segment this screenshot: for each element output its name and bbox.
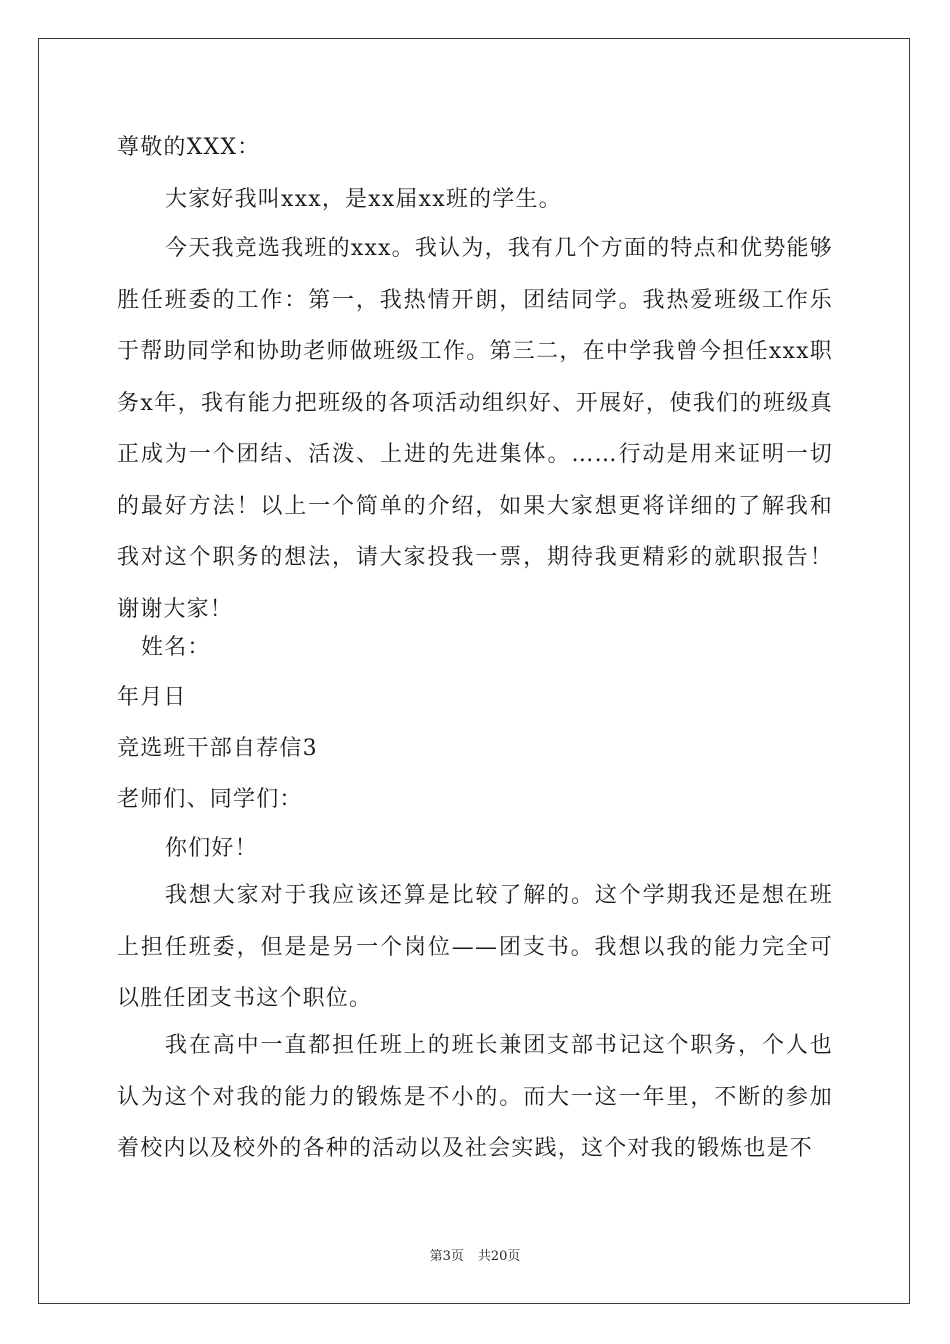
page-footer <box>0 1245 950 1264</box>
greeting: 你们好！ <box>165 836 258 861</box>
page-total: 共20页 <box>477 1249 521 1264</box>
date-label: 年月日 <box>117 685 187 710</box>
paragraph-3: 我在高中一直都担任班上的班长兼团支部书记这个职务，个人也认为这个对我的能力的锻炼是不小的。而大一这一年里，不断的参加着校内以及校外的各种的活动以及社会实践，这个对我的锻炼也是不 <box>117 1033 833 1161</box>
salutation-2: 老师们、同学们： <box>117 787 303 812</box>
paragraph-2: 我想大家对于我应该还算是比较了解的。这个学期我还是想在班上担任班委，但是是另一个岗位——团支书。我想以我的能力完全可以胜任团支书这个职位。 <box>117 883 833 1011</box>
salutation: 尊敬的XXX： <box>117 135 261 160</box>
section-title: 竞选班干部自荐信3 <box>117 736 318 761</box>
page-number: 第3页 <box>429 1249 464 1264</box>
name-label: 姓名： <box>141 635 211 660</box>
intro-line: 大家好我叫xxx，是xx届xx班的学生。 <box>165 187 562 212</box>
paragraph-1: 今天我竞选我班的xxx。我认为，我有几个方面的特点和优势能够胜任班委的工作：第一，我热情开朗，团结同学。我热爱班级工作乐于帮助同学和协助老师做班级工作。第三二，在中学我曾今担任xxx职务x年，我有能力把班级的各项活动组织好、开展好，使我们的班级真正成为一个团结、活泼、上进的先进集体。……行动是用来证明一切的最好方法！以上一个简单的介绍，如果大家想更将详细的了解我和我对这个职务的想法，请大家投我一票，期待我更精彩的就职报告！谢谢大家！ <box>117 236 833 622</box>
